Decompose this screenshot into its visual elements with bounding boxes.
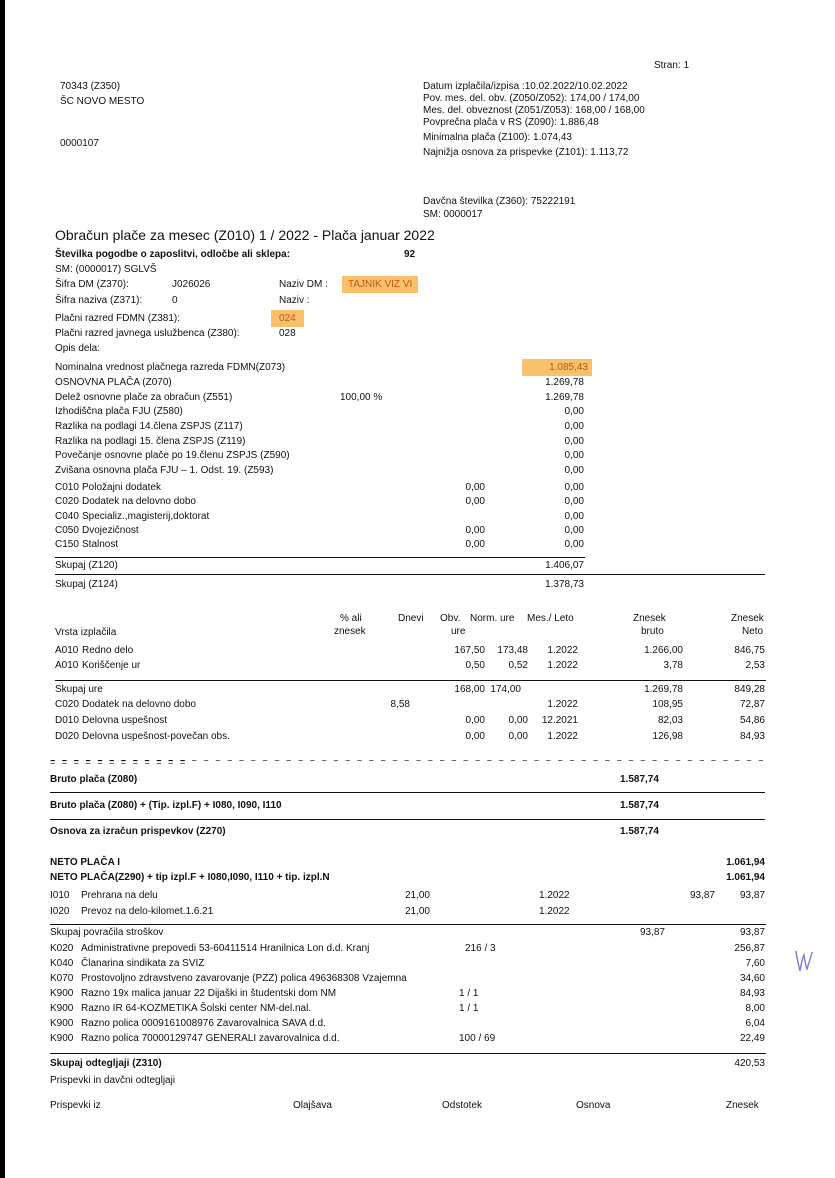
employer-number: 0000107 bbox=[60, 138, 99, 149]
col-pct-2: znesek bbox=[334, 626, 366, 637]
odtegljaj-obr: 1 / 1 bbox=[459, 1003, 479, 1014]
odtegljaj-obr: 216 / 3 bbox=[465, 943, 496, 954]
col-dnevi: Dnevi bbox=[398, 613, 424, 624]
odtegljaj-code: K900 bbox=[50, 1033, 74, 1044]
povracilo-mes: 1.2022 bbox=[539, 890, 570, 901]
dodatek-b: 0,00 bbox=[564, 482, 584, 493]
razred-fdmn-label: Plačni razred FDMN (Z381): bbox=[55, 313, 181, 324]
divider bbox=[55, 680, 766, 681]
pay-neto: 846,75 bbox=[734, 645, 765, 656]
pay-bruto: 3,78 bbox=[663, 660, 683, 671]
odtegljaj-obr: 100 / 69 bbox=[459, 1033, 496, 1044]
divider bbox=[50, 792, 765, 793]
pay-obv: 0,00 bbox=[465, 715, 485, 726]
pay-bruto: 82,03 bbox=[657, 715, 683, 726]
povracilo-dni: 21,00 bbox=[404, 906, 430, 917]
povracilo-code: I010 bbox=[50, 890, 70, 901]
naziv-dm-value: TAJNIK VIZ VI bbox=[342, 276, 418, 293]
povracilo-code: I020 bbox=[50, 906, 70, 917]
neto2-value: 1.061,94 bbox=[726, 872, 765, 883]
odtegljaj-label: Članarina sindikata za SVIZ bbox=[81, 958, 205, 969]
naziv-dm-label: Naziv DM : bbox=[279, 279, 328, 290]
odtegljaj-code: K020 bbox=[50, 943, 74, 954]
min-contribution-base: Najnižja osnova za prispevke (Z101): 1.113,72 bbox=[423, 147, 629, 158]
odtegljaj-row bbox=[50, 956, 766, 971]
skupaj-z120-value: 1.406,07 bbox=[545, 560, 584, 571]
dodatek-row bbox=[55, 524, 585, 538]
divider bbox=[50, 1053, 766, 1054]
divider bbox=[55, 557, 585, 558]
pay-neto: 54,86 bbox=[739, 715, 765, 726]
pay-code: C020 bbox=[55, 699, 79, 710]
skupaj-ure-neto: 849,28 bbox=[734, 684, 765, 695]
razred-jav-label: Plačni razred javnega uslužbenca (Z380): bbox=[55, 328, 240, 339]
skupaj-ure-norm: 174,00 bbox=[490, 684, 521, 695]
sifra-dm-value: J026026 bbox=[172, 279, 211, 290]
bruto-value: 1.587,74 bbox=[620, 774, 659, 785]
sifra-naziva-label: Šifra naziva (Z371): bbox=[55, 295, 143, 306]
odtegljaj-row bbox=[50, 1001, 766, 1016]
dodatek-b: 0,00 bbox=[564, 496, 584, 508]
odtegljaj-value: 7,60 bbox=[745, 958, 765, 969]
odtegljaj-value: 256,87 bbox=[734, 943, 765, 954]
odtegljaj-label: Administrativne prepovedi 53-60411514 Hranilnica Lon d.d. Kranj bbox=[81, 943, 370, 954]
sifra-naziva-value: 0 bbox=[172, 295, 178, 306]
minimum-wage: Minimalna plača (Z100): 1.074,43 bbox=[423, 132, 572, 143]
osnova-row bbox=[55, 449, 585, 464]
pay-code: A010 bbox=[55, 645, 79, 656]
employer-name: ŠC NOVO MESTO bbox=[60, 96, 145, 107]
povracilo-neto: 93,87 bbox=[739, 890, 765, 901]
odtegljaj-value: 6,04 bbox=[745, 1018, 765, 1029]
pay-code: D010 bbox=[55, 715, 79, 726]
dodatek-a: 0,00 bbox=[465, 496, 485, 508]
dodatek-a: 0,00 bbox=[465, 482, 485, 493]
pay-bruto: 108,95 bbox=[652, 699, 683, 710]
footer-col-olajsava: Olajšava bbox=[293, 1100, 332, 1111]
neto1-value: 1.061,94 bbox=[726, 857, 765, 868]
osnova-row-value: 1.269,78 bbox=[545, 377, 584, 388]
skupaj-z124-value: 1.378,73 bbox=[545, 579, 584, 590]
osnova-row-mid: 100,00 % bbox=[340, 391, 383, 403]
pay-pct: 8,58 bbox=[390, 699, 410, 710]
col-bruto-2: bruto bbox=[641, 626, 664, 637]
odtegljaj-value: 84,93 bbox=[739, 988, 765, 999]
odtegljaj-row bbox=[50, 986, 766, 1001]
osnova-rows bbox=[55, 376, 585, 479]
dodatek-label: Specializ.,magisterij,doktorat bbox=[82, 510, 210, 522]
tax-number: Davčna številka (Z360): 75222191 bbox=[423, 196, 576, 207]
odtegljaj-label: Razno 19x malica januar 22 Dijaški in študentski dom NM bbox=[81, 988, 337, 999]
odtegljaj-label: Prostovoljno zdravstveno zavarovanje (PZZ) polica 496368308 Vzajemna bbox=[81, 973, 407, 984]
osnova-row-value: 0,00 bbox=[564, 450, 584, 462]
dodatki-rows bbox=[55, 481, 585, 552]
divider bbox=[50, 819, 765, 820]
pay-mes: 1.2022 bbox=[547, 699, 578, 710]
nominal-value: 1.085,43 bbox=[522, 359, 592, 376]
document-title: Obračun plače za mesec (Z010) 1 / 2022 - Plača januar 2022 bbox=[55, 227, 435, 243]
odtegljaj-value: 8,00 bbox=[745, 1003, 765, 1014]
pay-obv: 0,50 bbox=[465, 660, 485, 671]
odtegljaj-code: K040 bbox=[50, 958, 74, 969]
osnova-row-value: 0,00 bbox=[564, 421, 584, 433]
footer-col-odstotek: Odstotek bbox=[442, 1100, 483, 1111]
dodatek-label: Položajni dodatek bbox=[82, 482, 161, 493]
col-pct-1: % ali bbox=[340, 613, 362, 624]
osnova-row-label: Zvišana osnovna plača FJU – 1. Odst. 19. (Z593) bbox=[55, 465, 274, 477]
razred-jav-value: 028 bbox=[279, 328, 296, 339]
opis-dela: Opis dela: bbox=[55, 343, 101, 354]
dodatek-row bbox=[55, 495, 585, 509]
odtegljaj-obr: 1 / 1 bbox=[459, 988, 479, 999]
pay-mes: 12.2021 bbox=[541, 715, 578, 726]
osnova-row bbox=[55, 391, 585, 406]
col-vrsta: Vrsta izplačila bbox=[55, 627, 117, 638]
dodatek-b: 0,00 bbox=[564, 524, 584, 536]
col-neto-1: Znesek bbox=[731, 613, 764, 624]
osnova-row bbox=[55, 376, 585, 391]
odtegljaj-label: Razno IR 64-KOZMETIKA Šolski center NM-del.nal. bbox=[81, 1003, 312, 1014]
osnova-row bbox=[55, 435, 585, 450]
col-obv-1: Obv. bbox=[440, 613, 461, 624]
bruto-tip-label: Bruto plača (Z080) + (Tip. izpl.F) + I080, I090, I110 bbox=[50, 800, 282, 811]
sifra-dm-label: Šifra DM (Z370): bbox=[55, 279, 129, 290]
povracilo-dni: 21,00 bbox=[404, 890, 430, 901]
col-mes: Mes./ Leto bbox=[527, 613, 574, 624]
pay-obv: 0,00 bbox=[465, 731, 485, 742]
odtegljaj-code: K900 bbox=[50, 1003, 74, 1014]
dodatek-code: C020 bbox=[55, 496, 79, 508]
page-number: Stran: 1 bbox=[654, 60, 690, 71]
contract-value: 92 bbox=[404, 249, 416, 260]
osnova-row-label: Razlika na podlagi 15. člena ZSPJS (Z119) bbox=[55, 435, 246, 447]
pay-code: D020 bbox=[55, 731, 79, 742]
scan-edge-bar bbox=[0, 0, 5, 1178]
pay-norm: 0,52 bbox=[508, 660, 528, 671]
dodatek-row bbox=[55, 481, 585, 495]
col-bruto-1: Znesek bbox=[633, 613, 666, 624]
pay-bruto: 126,98 bbox=[652, 731, 683, 742]
dodatek-code: C010 bbox=[55, 482, 79, 493]
col-neto-2: Neto bbox=[742, 626, 764, 637]
pay-label: Dodatek na delovno dobo bbox=[82, 699, 196, 710]
pay-neto: 72,87 bbox=[739, 699, 765, 710]
employer-code: 70343 (Z350) bbox=[60, 81, 121, 92]
dodatek-code: C040 bbox=[55, 510, 79, 522]
bruto-tip-value: 1.587,74 bbox=[620, 800, 659, 811]
osnova-row-label: OSNOVNA PLAČA (Z070) bbox=[55, 377, 172, 388]
osnova-row-label: Delež osnovne plače za obračun (Z551) bbox=[55, 391, 233, 403]
dodatek-code: C050 bbox=[55, 524, 79, 536]
povracilo-mes: 1.2022 bbox=[539, 906, 570, 917]
nominal-label: Nominalna vrednost plačnega razreda FDMN(Z073) bbox=[55, 362, 286, 373]
skupaj-ure-label: Skupaj ure bbox=[55, 684, 103, 695]
double-dash-separator: = = = = = = = = = = = = = = = = = = = = = = = = = = = = = = = = = = = = = = = = = = = = = = = = = = = = = = = = = = = = = = = = = = = = = = = = = bbox=[50, 759, 765, 765]
pay-norm: 173,48 bbox=[497, 645, 528, 656]
monthly-obligation: Mes. del. obveznost (Z051/Z053): 168,00 / 168,00 bbox=[423, 105, 645, 116]
povracilo-bruto: 93,87 bbox=[689, 890, 715, 901]
pay-bruto: 1.266,00 bbox=[644, 645, 683, 656]
divider bbox=[50, 924, 766, 925]
pay-neto: 2,53 bbox=[745, 660, 765, 671]
odtegljaj-code: K900 bbox=[50, 988, 74, 999]
skupaj-ure-bruto: 1.269,78 bbox=[644, 684, 683, 695]
osnova-row-label: Izhodiščna plača FJU (Z580) bbox=[55, 406, 183, 418]
skupaj-odtegljaji-label: Skupaj odtegljaji (Z310) bbox=[50, 1058, 162, 1069]
pay-neto: 84,93 bbox=[739, 731, 765, 742]
pay-label: Delovna uspešnost-povečan obs. bbox=[82, 731, 230, 742]
avg-salary-rs: Povprečna plača v RS (Z090): 1.886,48 bbox=[423, 117, 599, 128]
dodatek-a: 0,00 bbox=[465, 539, 485, 551]
payout-date: Datum izplačila/izpisa :10.02.2022/10.02.2022 bbox=[423, 81, 628, 92]
osnova-row-value: 0,00 bbox=[564, 406, 584, 418]
osnova-prisp-value: 1.587,74 bbox=[620, 826, 659, 837]
osnova-prisp-label: Osnova za izračun prispevkov (Z270) bbox=[50, 826, 226, 837]
pay-label: Koriščenje ur bbox=[82, 660, 141, 671]
pay-norm: 0,00 bbox=[508, 715, 528, 726]
neto1-label: NETO PLAČA I bbox=[50, 857, 121, 868]
skupaj-z120-label: Skupaj (Z120) bbox=[55, 560, 118, 571]
bruto-label: Bruto plača (Z080) bbox=[50, 774, 138, 785]
odtegljaj-row bbox=[50, 971, 766, 986]
sm-line: SM: (0000017) SGLVŠ bbox=[55, 264, 157, 275]
pay-code: A010 bbox=[55, 660, 79, 671]
skupaj-odtegljaji-value: 420,53 bbox=[734, 1058, 765, 1069]
dodatek-a: 0,00 bbox=[465, 524, 485, 536]
footer-col-prispevki: Prispevki iz bbox=[50, 1100, 101, 1111]
dodatek-label: Dvojezičnost bbox=[82, 524, 139, 536]
naziv-label: Naziv : bbox=[279, 295, 310, 306]
dodatek-row bbox=[55, 510, 585, 524]
osnova-row bbox=[55, 420, 585, 435]
footer-col-osnova: Osnova bbox=[576, 1100, 611, 1111]
osnova-row-label: Razlika na podlagi 14.člena ZSPJS (Z117) bbox=[55, 421, 243, 433]
odtegljaj-row bbox=[50, 1016, 766, 1031]
dodatek-code: C150 bbox=[55, 539, 79, 551]
pay-norm: 0,00 bbox=[508, 731, 528, 742]
odtegljaj-value: 34,60 bbox=[739, 973, 765, 984]
pay-mes: 1.2022 bbox=[547, 645, 578, 656]
skupaj-povracila-label: Skupaj povračila stroškov bbox=[50, 927, 164, 938]
handwritten-mark-icon bbox=[793, 947, 815, 975]
avg-monthly-obligation: Pov. mes. del. obv. (Z050/Z052): 174,00 / 174,00 bbox=[423, 93, 640, 104]
dodatek-b: 0,00 bbox=[564, 539, 584, 551]
osnova-row bbox=[55, 464, 585, 479]
odtegljaj-label: Razno polica 70000129747 GENERALI zavarovalnica d.d. bbox=[81, 1033, 340, 1044]
prispevki-title: Prispevki in davčni odtegljaji bbox=[50, 1075, 176, 1086]
skupaj-povracila-bruto: 93,87 bbox=[639, 927, 665, 938]
skupaj-ure-obv: 168,00 bbox=[454, 684, 485, 695]
contract-label: Številka pogodbe o zaposlitvi, odločbe ali sklepa: bbox=[55, 249, 291, 260]
odtegljaj-row bbox=[50, 1031, 766, 1046]
odtegljaj-code: K900 bbox=[50, 1018, 74, 1029]
povracilo-label: Prevoz na delo-kilomet.1.6.21 bbox=[81, 906, 214, 917]
odtegljaj-row bbox=[50, 941, 766, 956]
odtegljaj-label: Razno polica 0009161008976 Zavarovalnica SAVA d.d. bbox=[81, 1018, 326, 1029]
osnova-row bbox=[55, 405, 585, 420]
odtegljaj-code: K070 bbox=[50, 973, 74, 984]
razred-fdmn-value: 024 bbox=[271, 310, 304, 327]
pay-obv: 167,50 bbox=[454, 645, 485, 656]
header-info bbox=[423, 81, 645, 159]
col-norm: Norm. ure bbox=[470, 613, 515, 624]
osnova-row-value: 0,00 bbox=[564, 435, 584, 447]
col-obv-2: ure bbox=[451, 626, 466, 637]
odtegljaji-rows bbox=[50, 941, 766, 1046]
odtegljaj-value: 22,49 bbox=[739, 1033, 765, 1044]
pay-mes: 1.2022 bbox=[547, 660, 578, 671]
dodatek-b: 0,00 bbox=[564, 510, 584, 522]
neto2-label: NETO PLAČA(Z290) + tip izpl.F + I080,I090, I110 + tip. izpl.N bbox=[50, 872, 330, 883]
povracilo-label: Prehrana na delu bbox=[81, 890, 158, 901]
skupaj-povracila-neto: 93,87 bbox=[739, 927, 765, 938]
pay-label: Redno delo bbox=[82, 645, 134, 656]
divider bbox=[55, 574, 765, 575]
pay-mes: 1.2022 bbox=[547, 731, 578, 742]
osnova-row-value: 1.269,78 bbox=[545, 391, 584, 403]
tax-sm: SM: 0000017 bbox=[423, 209, 483, 220]
dodatek-label: Dodatek na delovno dobo bbox=[82, 496, 196, 508]
dodatek-label: Stalnost bbox=[82, 539, 119, 551]
dodatek-row bbox=[55, 538, 585, 552]
pay-label: Delovna uspešnost bbox=[82, 715, 168, 726]
osnova-row-value: 0,00 bbox=[564, 465, 584, 477]
osnova-row-label: Povečanje osnovne plače po 19.členu ZSPJS (Z590) bbox=[55, 450, 290, 462]
skupaj-z124-label: Skupaj (Z124) bbox=[55, 579, 118, 590]
footer-col-znesek: Znesek bbox=[726, 1100, 759, 1111]
